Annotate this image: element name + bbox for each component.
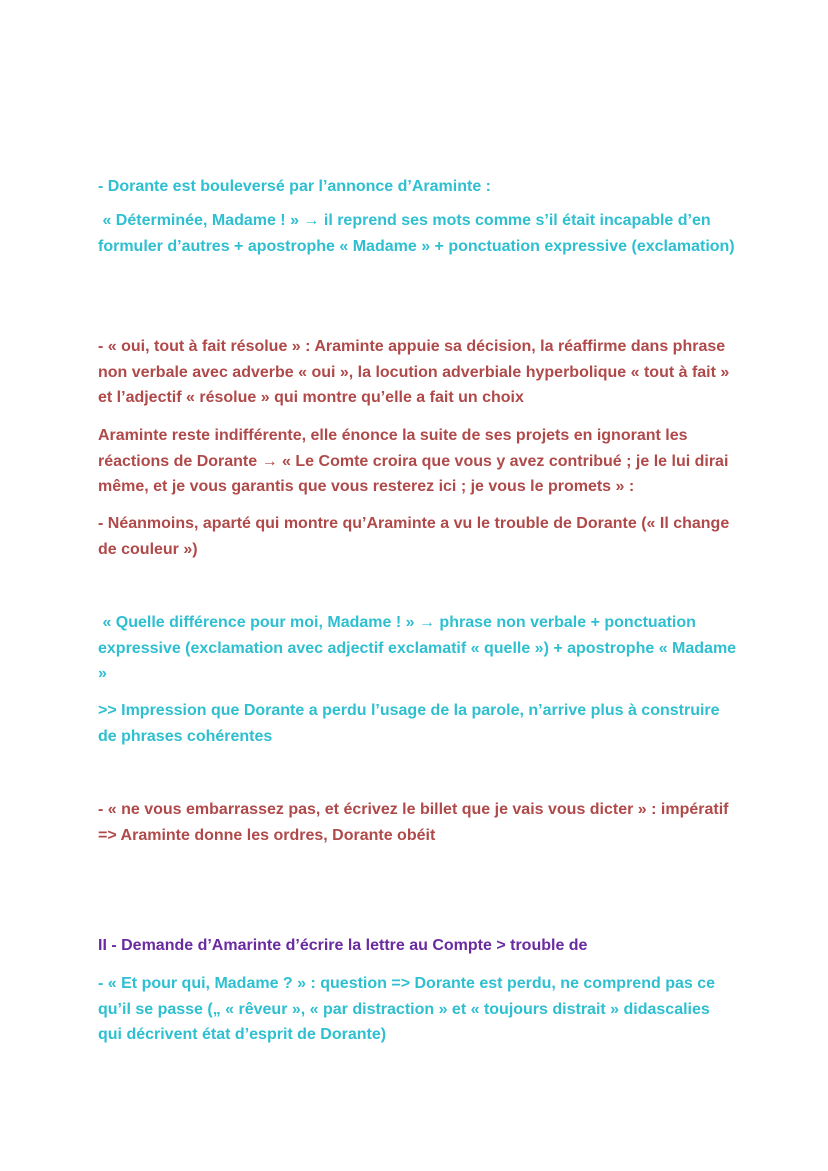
- paragraph-indifferente: [98, 423, 738, 500]
- paragraph-et-pour-qui: [98, 971, 738, 1048]
- paragraph-text: - « Et pour qui, Madame ? » : question => Dorante est perdu, ne comprend pas ce qu’il se passe („ « rêveur », « par distraction » et « toujours distrait » didascalies qui décrivent état d’esprit de Dorante): [98, 975, 720, 1043]
- paragraph-impression: [98, 698, 738, 749]
- paragraph-aparte: [98, 511, 738, 562]
- paragraph-dorante-bouleverse: [98, 174, 738, 200]
- paragraph-resolue: [98, 334, 738, 411]
- paragraph-text: - Dorante est bouleversé par l’annonce d’Araminte :: [98, 178, 491, 195]
- paragraph-determinee: [98, 208, 738, 259]
- paragraph-text: - « ne vous embarrassez pas, et écrivez le billet que je vais vous dicter » : impératif => Araminte donne les ordres, Dorante obéit: [98, 801, 733, 844]
- paragraph-text: >> Impression que Dorante a perdu l’usage de la parole, n’arrive plus à construire de phrases cohérentes: [98, 702, 724, 745]
- paragraph-text: « Quelle différence pour moi, Madame ! » → phrase non verbale + ponctuation expressive (exclamation avec adjectif exclamatif « quelle ») + apostrophe « Madame »: [98, 614, 741, 682]
- paragraph-quelle-difference: [98, 610, 741, 687]
- paragraph-text: « Déterminée, Madame ! » → il reprend ses mots comme s’il était incapable d’en formuler d’autres + apostrophe « Madame » + ponctuation expressive (exclamation): [98, 212, 735, 255]
- section-heading-ii: [98, 933, 738, 959]
- paragraph-imperatif: [98, 797, 738, 848]
- paragraph-text: - Néanmoins, aparté qui montre qu’Araminte a vu le trouble de Dorante (« Il change de couleur »): [98, 515, 734, 558]
- paragraph-text: - « oui, tout à fait résolue » : Araminte appuie sa décision, la réaffirme dans phrase non verbale avec adverbe « oui », la locution adverbiale hyperbolique « tout à fait » et l’adjectif « résolue » qui montre qu’elle a fait un choix: [98, 338, 734, 406]
- paragraph-text: Araminte reste indifférente, elle énonce la suite de ses projets en ignorant les réactions de Dorante → « Le Comte croira que vous y avez contribué ; je le lui dirai même, et je vous garantis que vous resterez ici ; je vous le promets » :: [98, 427, 733, 495]
- section-heading-text: II - Demande d’Amarinte d’écrire la lettre au Compte > trouble de: [98, 937, 588, 954]
